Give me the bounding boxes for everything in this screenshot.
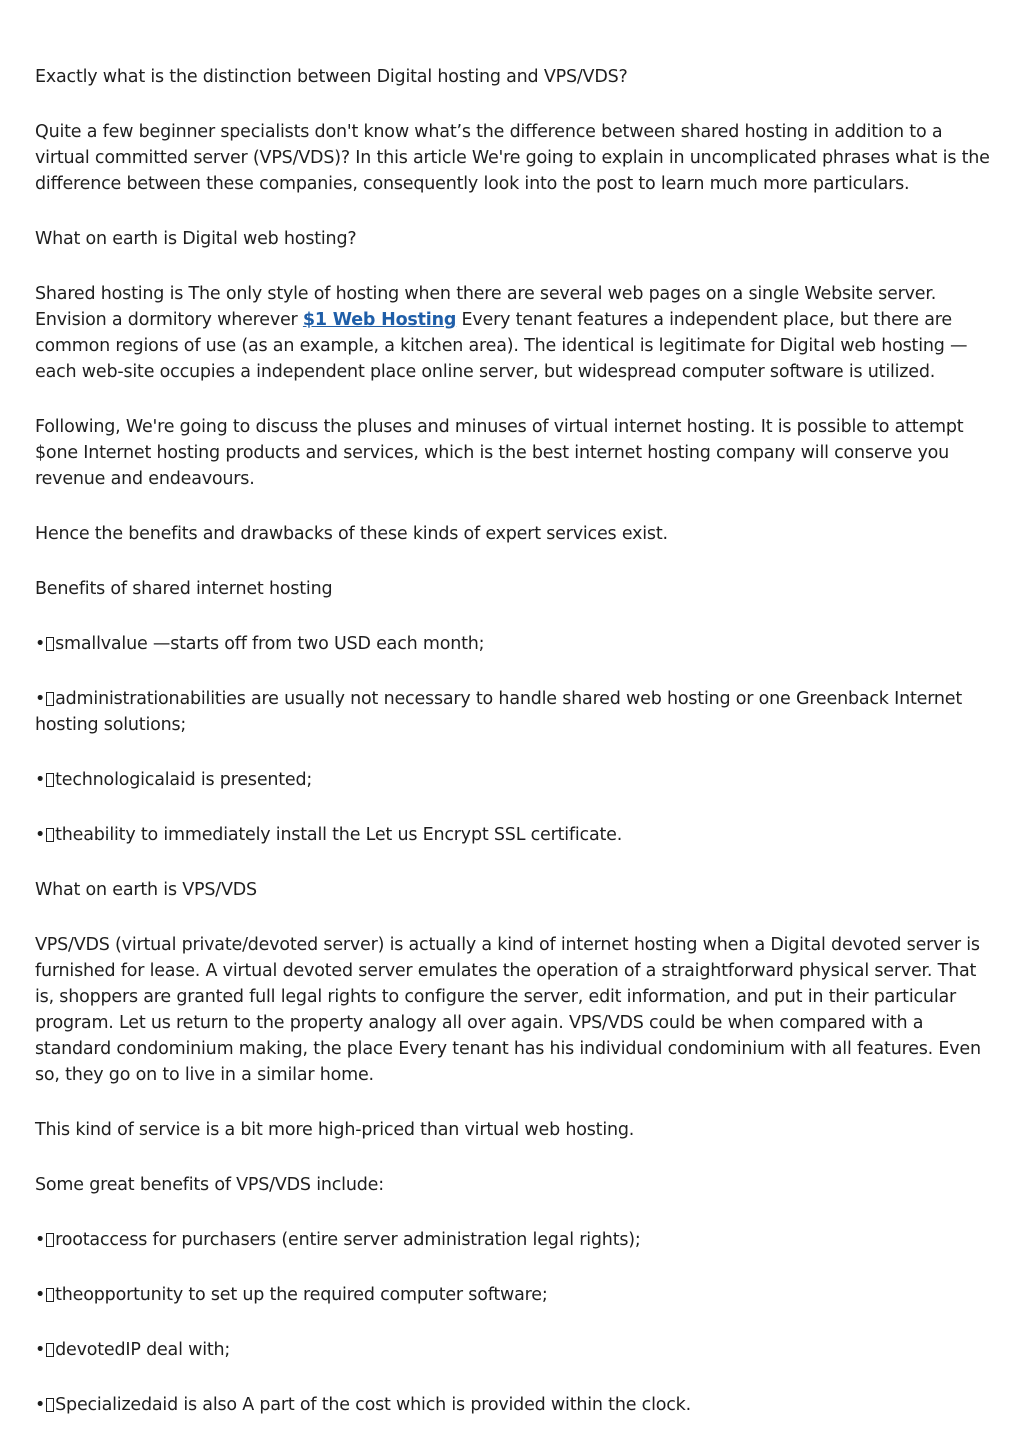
missing-glyph-icon — [46, 692, 54, 706]
list-item — [35, 1227, 995, 1253]
list-item — [35, 1337, 995, 1363]
bullet-icon: • — [35, 1230, 46, 1250]
bullet-icon: • — [35, 1285, 46, 1305]
shared-hosting-text-start: Shared hosting is The only style of hosting when there are several web pages on a single Website server. Envision a dormitory wherever — [35, 284, 937, 330]
list-item-text: smallvalue —starts off from two USD each month; — [55, 634, 485, 654]
bullet-icon: • — [35, 634, 46, 654]
shared-benefits-heading: Benefits of shared internet hosting — [35, 579, 333, 599]
list-item-text: devotedIP deal with; — [55, 1340, 231, 1360]
shared-hosting-paragraph — [35, 281, 995, 385]
vps-heading: What on earth is VPS/VDS — [35, 880, 257, 900]
missing-glyph-icon — [46, 1398, 54, 1412]
list-item-text: technologicalaid is presented; — [55, 770, 313, 790]
list-item-text: Specializedaid is also A part of the cost which is provided within the clock. — [55, 1395, 691, 1415]
bullet-icon: • — [35, 689, 46, 709]
service-cost-paragraph: This kind of service is a bit more high-priced than virtual web hosting. — [35, 1120, 635, 1140]
pros-cons-paragraph: Following, We're going to discuss the pluses and minuses of virtual internet hosting. It is possible to attempt $one Internet hosting products and services, which is the best internet hosting company will conserve you revenue and endeavours. — [35, 417, 964, 489]
list-item — [35, 822, 995, 848]
bullet-icon: • — [35, 1340, 46, 1360]
missing-glyph-icon — [46, 828, 54, 842]
bullet-icon: • — [35, 770, 46, 790]
one-dollar-web-hosting-link[interactable]: $1 Web Hosting — [302, 310, 457, 330]
virtual-hosting-heading: What on earth is Digital web hosting? — [35, 229, 357, 249]
list-item — [35, 686, 995, 738]
missing-glyph-icon — [46, 1343, 54, 1357]
missing-glyph-icon — [46, 637, 54, 651]
list-item-text: theability to immediately install the Let us Encrypt SSL certificate. — [55, 825, 623, 845]
list-item-text: theopportunity to set up the required computer software; — [55, 1285, 548, 1305]
document-page — [35, 64, 995, 1447]
list-item-text: administrationabilities are usually not necessary to handle shared web hosting or one Greenback Internet hosting solutions; — [35, 689, 962, 735]
shared-hosting-text-end: Every tenant features a independent place, but there are common regions of use (as an example, a kitchen area). The identical is legitimate for Digital web hosting — each web-site occupies a independent place online server, but widespread computer software is utilized. — [35, 310, 968, 382]
list-item — [35, 631, 995, 657]
list-item — [35, 1282, 995, 1308]
missing-glyph-icon — [46, 1233, 54, 1247]
vps-benefits-heading: Some great benefits of VPS/VDS include: — [35, 1175, 384, 1195]
list-item-text: rootaccess for purchasers (entire server administration legal rights); — [55, 1230, 641, 1250]
missing-glyph-icon — [46, 773, 54, 787]
bullet-icon: • — [35, 1395, 46, 1415]
question-heading: Exactly what is the distinction between Digital hosting and VPS/VDS? — [35, 67, 628, 87]
missing-glyph-icon — [46, 1288, 54, 1302]
list-item — [35, 1392, 995, 1418]
list-item — [35, 767, 995, 793]
bullet-icon: • — [35, 825, 46, 845]
vps-paragraph: VPS/VDS (virtual private/devoted server) is actually a kind of internet hosting when a Digital devoted server is furnished for lease. A virtual devoted server emulates the operation of a straightforward physical server. That is, shoppers are granted full legal rights to configure the server, edit information, and put in their particular program. Let us return to the property analogy all over again. VPS/VDS could be when compared with a standard condominium making, the place Every tenant has his individual condominium with all features. Even so, they go on to live in a similar home. — [35, 935, 981, 1085]
intro-paragraph: Quite a few beginner specialists don't know what’s the difference between shared hosting in addition to a virtual committed server (VPS/VDS)? In this article We're going to explain in uncomplicated phrases what is the difference between these companies, consequently look into the post to learn much more particulars. — [35, 122, 990, 194]
benefits-drawbacks-paragraph: Hence the benefits and drawbacks of these kinds of expert services exist. — [35, 524, 668, 544]
